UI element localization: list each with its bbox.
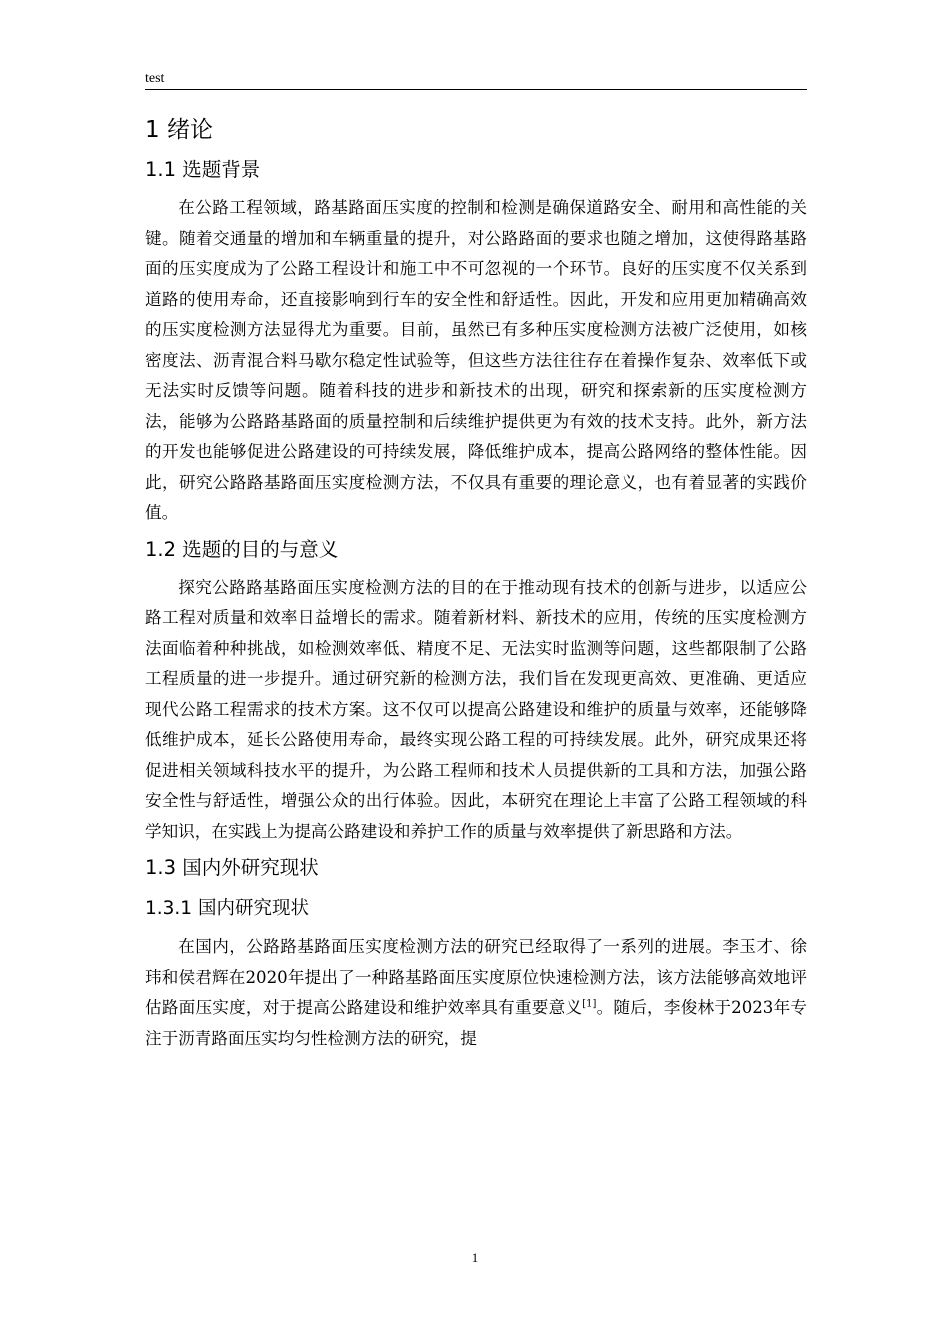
section-title-1-2: 1.2 选题的目的与意义 — [145, 537, 339, 561]
citation-ref: [1] — [582, 998, 597, 1010]
chapter-title: 1 绪论 — [145, 117, 213, 143]
section-title-1-3: 1.3 国内外研究现状 — [145, 856, 319, 879]
page-body — [145, 110, 807, 1054]
header-rule — [145, 89, 807, 90]
section-title-1-1: 1.1 选题背景 — [145, 158, 261, 181]
paragraph-text-after-citation: 。随后，李俊林于2023年专注于沥青路面压实均匀性检测方法的研究，提 — [145, 998, 808, 1048]
paragraph-purpose: 探究公路路基路面压实度检测方法的目的在于推动现有技术的创新与进步，以适应公路工程对质量和效率日益增长的需求。随着新材料、新技术的应用，传统的压实度检测方法面临着种种挑战，如检测效率低、精度不足、无法实时监测等问题，这些都限制了公路工程质量的进一步提升。通过研究新的检测方法，我们旨在发现更高效、更准确、更适应现代公路工程需求的技术方案。这不仅可以提高公路建设和维护的质量与效率，还能够降低维护成本，延长公路使用寿命，最终实现公路工程的可持续发展。此外，研究成果还将促进相关领域科技水平的提升，为公路工程师和技术人员提供新的工具和方法，加强公路安全性与舒适性，增强公众的出行体验。因此，本研究在理论上丰富了公路工程领域的科学知识，在实践上为提高公路建设和养护工作的质量与效率提供了新思路和方法。 — [145, 577, 807, 841]
paragraph-domestic-research — [145, 932, 807, 1054]
subsection-title-1-3-1: 1.3.1 国内研究现状 — [145, 898, 309, 919]
page-number: 1 — [471, 1250, 479, 1265]
paragraph-text-before-citation: 在国内，公路路基路面压实度检测方法的研究已经取得了一系列的进展。李玉才、徐玮和侯君辉在2020年提出了一种路基路面压实度原位快速检测方法，该方法能够高效地评估路面压实度，对于提高公路建设和维护效率具有重要意义 — [145, 937, 807, 1017]
page-header-text: test — [145, 71, 165, 86]
paragraph-background: 在公路工程领域，路基路面压实度的控制和检测是确保道路安全、耐用和高性能的关键。随着交通量的增加和车辆重量的提升，对公路路面的要求也随之增加，这使得路基路面的压实度成为了公路工程设计和施工中不可忽视的一个环节。良好的压实度不仅关系到道路的使用寿命，还直接影响到行车的安全性和舒适性。因此，开发和应用更加精确高效的压实度检测方法显得尤为重要。目前，虽然已有多种压实度检测方法被广泛使用，如核密度法、沥青混合料马歇尔稳定性试验等，但这些方法往往存在着操作复杂、效率低下或无法实时反馈等问题。随着科技的进步和新技术的出现，研究和探索新的压实度检测方法，能够为公路路基路面的质量控制和后续维护提供更为有效的技术支持。此外，新方法的开发也能够促进公路建设的可持续发展，降低维护成本，提高公路网络的整体性能。因此，研究公路路基路面压实度检测方法，不仅具有重要的理论意义，也有着显著的实践价值。 — [145, 198, 807, 522]
